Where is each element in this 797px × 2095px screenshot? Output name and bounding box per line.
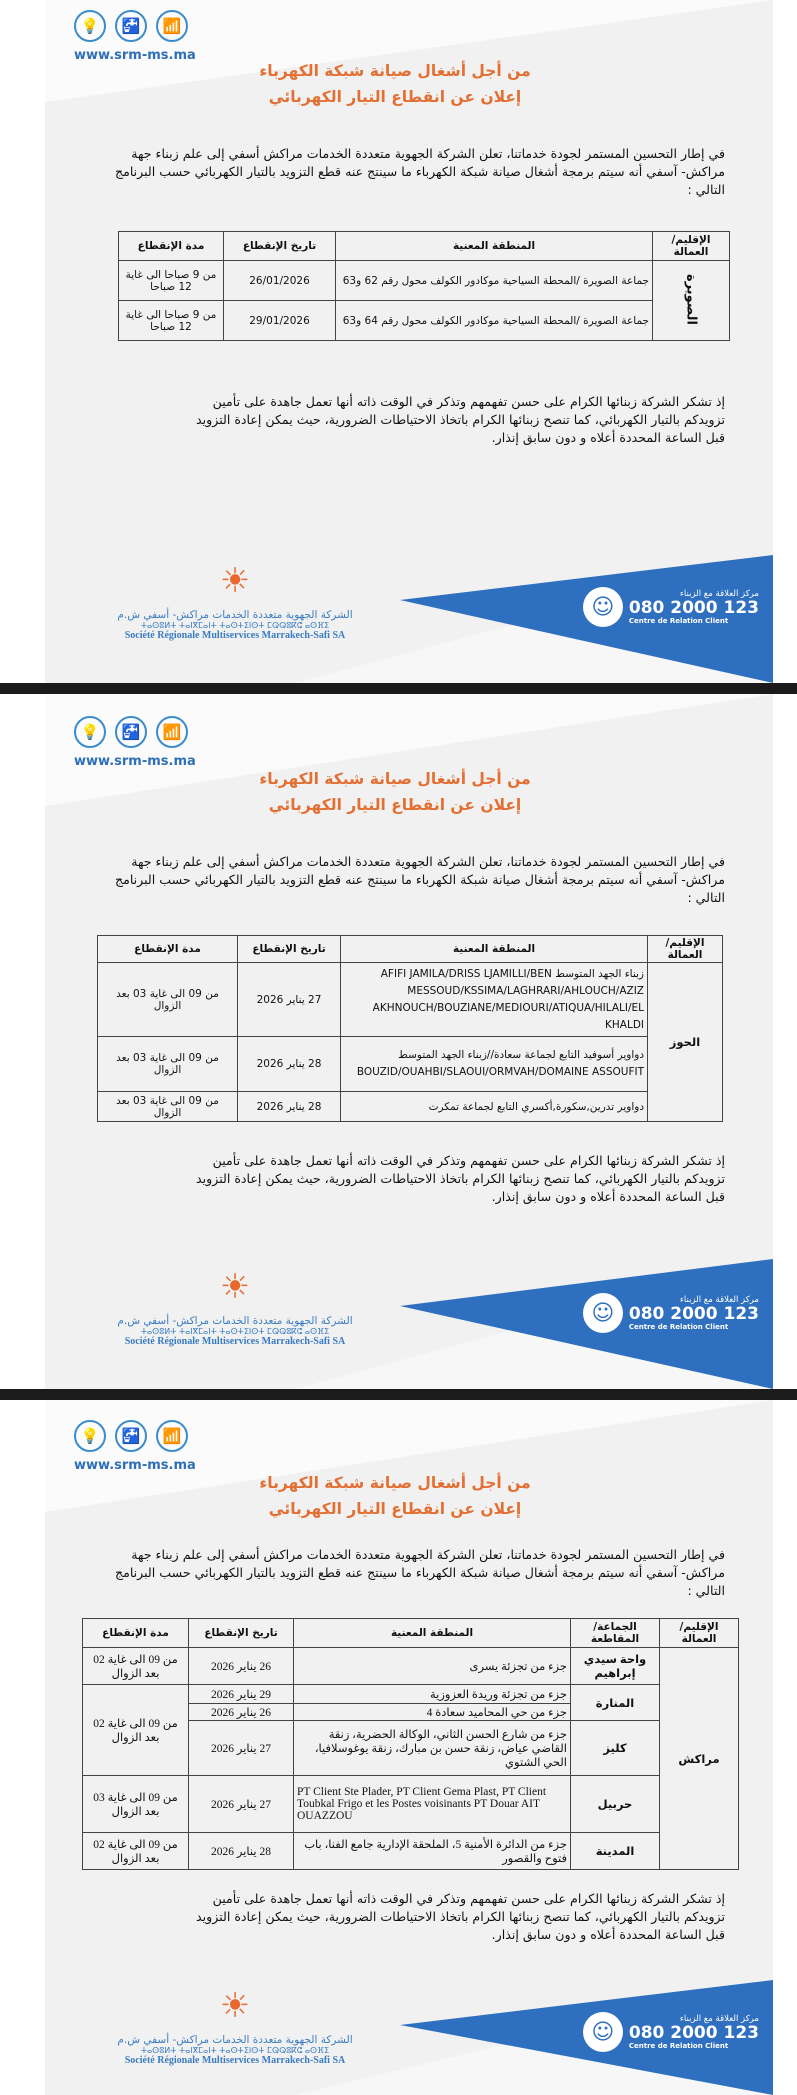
customer-service-icon: ☺: [583, 587, 623, 627]
lightbulb-icon: 💡: [74, 10, 106, 42]
date-cell: 28 يناير 2026: [238, 1037, 341, 1092]
hotline: [583, 2012, 759, 2052]
page-separator: [0, 1389, 797, 1400]
duration-cell: من 09 الى غاية 03 بعد الزوال: [98, 963, 238, 1037]
area-cell: جزء من تجزئة يسرى: [294, 1648, 571, 1685]
company-name-fr: Société Régionale Multiservices Marrakech-Safi SA: [124, 1336, 346, 1347]
company-logo: [105, 1978, 365, 2066]
header-province: الإقليم/العمالة: [648, 936, 723, 963]
table-row: [83, 1648, 739, 1685]
commune-cell: المنارة: [571, 1685, 660, 1721]
duration-cell: من 09 الى غاية 02 بعد الزوال: [83, 1685, 189, 1776]
province-cell: مراكش: [660, 1648, 739, 1870]
notice-title: من أجل أشغال صيانة شبكة الكهرباء: [259, 62, 531, 80]
hotline-number: 080 2000 123: [628, 598, 759, 618]
service-icons: [74, 716, 188, 748]
duration-cell: من 09 الى غاية 02 بعد الزوال: [83, 1648, 189, 1685]
date-cell: 26 يناير 2026: [189, 1648, 294, 1685]
notice-subtitle: إعلان عن انقطاع التيار الكهربائي: [268, 88, 522, 106]
header-date: تاريخ الإنقطاع: [189, 1619, 294, 1648]
table-row: [98, 963, 723, 1037]
table-row: [83, 1776, 739, 1833]
area-cell: جماعة الصويرة /المحطة السياحية موكادور الكولف محول رقم 64 و63: [336, 301, 653, 341]
hotline-number: 080 2000 123: [628, 2023, 759, 2043]
area-cell: زبناء الجهد المتوسط AFIFI JAMILA/DRISS LJAMILLI/BEN MESSOUD/KSSIMA/LAGHRARI/AHLOUCH/AZIZ AKHNOUCH/BOUZIANE/MEDIOURI/ATIQUA/HILALI/EL KHALDI: [341, 963, 648, 1037]
table-row: [98, 1092, 723, 1122]
outage-table: [82, 1618, 739, 1870]
area-cell: دواوير تدرين,سكورة,أكسري التابع لجماعة تمكرت: [341, 1092, 648, 1122]
duration-cell: من 9 صباحا الى غاية 12 صباحا: [119, 301, 224, 341]
duration-cell: من 9 صباحا الى غاية 12 صباحا: [119, 261, 224, 301]
area-cell: PT Client Ste Plader, PT Client Gema Plast, PT Client Toubkal Frigo et les Postes voisinants PT Douar AIT OUAZZOU: [294, 1776, 571, 1833]
notice-page-1: [45, 0, 773, 683]
table-header-row: [119, 232, 730, 261]
notice-title: من أجل أشغال صيانة شبكة الكهرباء: [259, 770, 531, 788]
notice-title: من أجل أشغال صيانة شبكة الكهرباء: [259, 1474, 531, 1492]
area-cell: جزء من الدائرة الأمنية 5، الملحقة الإدارية جامع الفنا، باب فتوح والقصور: [294, 1833, 571, 1870]
website-url: www.srm-ms.ma: [74, 1458, 196, 1473]
footer: [45, 1978, 773, 2095]
closing-paragraph: إذ تشكر الشركة زبنائها الكرام على حسن تفهمهم وتذكر في الوقت ذاته أنها تعمل جاهدة على تأمين تزويدكم بالتيار الكهربائي، كما تنصح زبنائها الكرام باتخاذ الاحتياطات الضرورية، حيث يمكن إعادة التزويد قبل الساعة المحددة أعلاه و دون سابق إنذار.: [196, 394, 725, 445]
table-header-row: [98, 936, 723, 963]
intro-paragraph: في إطار التحسين المستمر لجودة خدماتنا، تعلن الشركة الجهوية متعددة الخدمات مراكش أسفي إلى علم زبناء جهة مراكش- آسفي أنه سيتم برمجة أشغال صيانة شبكة الكهرباء ما سينتج عنه قطع التزويد بالتيار الكهربائي حسب البرنامج التالي :: [114, 1547, 725, 1598]
notice-page-2: [45, 694, 773, 1389]
water-tap-icon: 🚰: [115, 10, 147, 42]
commune-cell: حربيل: [571, 1776, 660, 1833]
table-row: [83, 1685, 739, 1704]
network-icon: 📶: [156, 10, 188, 42]
hotline-sub: Centre de Relation Client: [628, 1323, 729, 1331]
header-commune: الجماعة/المقاطعة: [571, 1619, 660, 1648]
footer: [45, 553, 773, 683]
date-cell: 28 يناير 2026: [189, 1833, 294, 1870]
outage-table: [118, 231, 730, 341]
date-cell: 29 يناير 2026: [189, 1685, 294, 1704]
header-area: المنطقة المعنية: [341, 936, 648, 963]
company-name-tifinagh: ⵜⴰⵙⵓⵍⵜ ⵜⴰⵏⴳⵎⴰⵏⵜ ⵜⴰⵙⵜⵉⵏⵙⵜ ⵎⵕⵕⵓⴽⵛ ⴰⵙⴼⵉ: [140, 621, 330, 630]
page-separator: [0, 683, 797, 694]
area-cell: جزء من حي المحاميد سعادة 4: [294, 1704, 571, 1721]
header-duration: مدة الإنقطاع: [119, 232, 224, 261]
company-logo: [105, 553, 365, 641]
sun-logo-icon: ☀: [219, 1986, 251, 2026]
table-row: [119, 301, 730, 341]
website-url: www.srm-ms.ma: [74, 48, 196, 63]
province-cell: الصويرة: [683, 273, 699, 325]
water-tap-icon: 🚰: [115, 716, 147, 748]
network-icon: 📶: [156, 716, 188, 748]
header-duration: مدة الإنقطاع: [83, 1619, 189, 1648]
hotline-label: مركز العلاقة مع الزبناء: [679, 589, 759, 599]
area-cell: جماعة الصويرة /المحطة السياحية موكادور الكولف محول رقم 62 و63: [336, 261, 653, 301]
company-name-fr: Société Régionale Multiservices Marrakech-Safi SA: [124, 630, 346, 641]
table-row: [83, 1833, 739, 1870]
lightbulb-icon: 💡: [74, 716, 106, 748]
area-cell: جزء من تجزئة وريدة العزوزية: [294, 1685, 571, 1704]
date-cell: 28 يناير 2026: [238, 1092, 341, 1122]
website-url: www.srm-ms.ma: [74, 754, 196, 769]
customer-service-icon: ☺: [583, 1293, 623, 1333]
commune-cell: المدينة: [571, 1833, 660, 1870]
duration-cell: من 09 الى غاية 03 بعد الزوال: [98, 1037, 238, 1092]
hotline-number: 080 2000 123: [628, 1304, 759, 1324]
hotline-label: مركز العلاقة مع الزبناء: [679, 2014, 759, 2024]
closing-paragraph: إذ تشكر الشركة زبنائها الكرام على حسن تفهمهم وتذكر في الوقت ذاته أنها تعمل جاهدة على تأمين تزويدكم بالتيار الكهربائي، كما تنصح زبنائها الكرام باتخاذ الاحتياطات الضرورية، حيث يمكن إعادة التزويد قبل الساعة المحددة أعلاه و دون سابق إنذار.: [196, 1891, 725, 1942]
customer-service-icon: ☺: [583, 2012, 623, 2052]
closing-paragraph: إذ تشكر الشركة زبنائها الكرام على حسن تفهمهم وتذكر في الوقت ذاته أنها تعمل جاهدة على تأمين تزويدكم بالتيار الكهربائي، كما تنصح زبنائها الكرام باتخاذ الاحتياطات الضرورية، حيث يمكن إعادة التزويد قبل الساعة المحددة أعلاه و دون سابق إنذار.: [196, 1153, 725, 1204]
header-area: المنطقة المعنية: [336, 232, 653, 261]
header-area: المنطقة المعنية: [294, 1619, 571, 1648]
header-date: تاريخ الإنقطاع: [238, 936, 341, 963]
date-cell: 29/01/2026: [224, 301, 336, 341]
notice-subtitle: إعلان عن انقطاع التيار الكهربائي: [268, 796, 522, 814]
table-row: [119, 261, 730, 301]
company-logo: [105, 1259, 365, 1347]
table-row: [98, 1037, 723, 1092]
lightbulb-icon: 💡: [74, 1420, 106, 1452]
hotline: [583, 587, 759, 627]
water-tap-icon: 🚰: [115, 1420, 147, 1452]
date-cell: 26/01/2026: [224, 261, 336, 301]
company-name-tifinagh: ⵜⴰⵙⵓⵍⵜ ⵜⴰⵏⴳⵎⴰⵏⵜ ⵜⴰⵙⵜⵉⵏⵙⵜ ⵎⵕⵕⵓⴽⵛ ⴰⵙⴼⵉ: [140, 1327, 330, 1336]
sun-logo-icon: ☀: [219, 1267, 251, 1307]
outage-table: [97, 935, 723, 1122]
intro-paragraph: في إطار التحسين المستمر لجودة خدماتنا، تعلن الشركة الجهوية متعددة الخدمات مراكش أسفي إلى علم زبناء جهة مراكش- آسفي أنه سيتم برمجة أشغال صيانة شبكة الكهرباء ما سينتج عنه قطع التزويد بالتيار الكهربائي حسب البرنامج التالي :: [114, 146, 725, 197]
company-name-ar: الشركة الجهوية متعددة الخدمات مراكش- أسفي ش.م: [117, 609, 353, 621]
company-name-tifinagh: ⵜⴰⵙⵓⵍⵜ ⵜⴰⵏⴳⵎⴰⵏⵜ ⵜⴰⵙⵜⵉⵏⵙⵜ ⵎⵕⵕⵓⴽⵛ ⴰⵙⴼⵉ: [140, 2046, 330, 2055]
sun-logo-icon: ☀: [219, 561, 251, 601]
province-cell: الحوز: [648, 963, 723, 1122]
commune-cell: واحة سيدي إبراهيم: [571, 1648, 660, 1685]
hotline-label: مركز العلاقة مع الزبناء: [679, 1295, 759, 1305]
duration-cell: من 09 الى غاية 03 بعد الزوال: [83, 1776, 189, 1833]
duration-cell: من 09 الى غاية 03 بعد الزوال: [98, 1092, 238, 1122]
commune-cell: كليز: [571, 1721, 660, 1776]
header-duration: مدة الإنقطاع: [98, 936, 238, 963]
footer: [45, 1259, 773, 1389]
header-province: الإقليم/العمالة: [660, 1619, 739, 1648]
notice-page-3: [45, 1400, 773, 2095]
hotline-sub: Centre de Relation Client: [628, 2042, 729, 2050]
area-cell: دواوير أسوفيد التابع لجماعة سعادة//زبناء الجهد المتوسط BOUZID/OUAHBI/SLAOUI/ORMVAH/DOMAINE ASSOUFIT: [341, 1037, 648, 1092]
service-icons: [74, 10, 188, 42]
date-cell: 27 يناير 2026: [189, 1776, 294, 1833]
date-cell: 26 يناير 2026: [189, 1704, 294, 1721]
header-date: تاريخ الإنقطاع: [224, 232, 336, 261]
header-province: الإقليم/العمالة: [653, 232, 730, 261]
service-icons: [74, 1420, 188, 1452]
company-name-ar: الشركة الجهوية متعددة الخدمات مراكش- أسفي ش.م: [117, 2034, 353, 2046]
company-name-ar: الشركة الجهوية متعددة الخدمات مراكش- أسفي ش.م: [117, 1315, 353, 1327]
intro-paragraph: في إطار التحسين المستمر لجودة خدماتنا، تعلن الشركة الجهوية متعددة الخدمات مراكش أسفي إلى علم زبناء جهة مراكش- آسفي أنه سيتم برمجة أشغال صيانة شبكة الكهرباء ما سينتج عنه قطع التزويد بالتيار الكهربائي حسب البرنامج التالي :: [114, 854, 725, 905]
network-icon: 📶: [156, 1420, 188, 1452]
company-name-fr: Société Régionale Multiservices Marrakech-Safi SA: [124, 2055, 346, 2066]
hotline: [583, 1293, 759, 1333]
area-cell: جزء من شارع الحسن الثاني، الوكالة الحضرية، زنقة القاضي عياض، زنقة حسن بن مبارك، زنقة يوغوسلافيا، الحي الشتوي: [294, 1721, 571, 1776]
date-cell: 27 يناير 2026: [238, 963, 341, 1037]
duration-cell: من 09 الى غاية 02 بعد الزوال: [83, 1833, 189, 1870]
notice-subtitle: إعلان عن انقطاع التيار الكهربائي: [268, 1500, 522, 1518]
table-header-row: [83, 1619, 739, 1648]
hotline-sub: Centre de Relation Client: [628, 617, 729, 625]
date-cell: 27 يناير 2026: [189, 1721, 294, 1776]
